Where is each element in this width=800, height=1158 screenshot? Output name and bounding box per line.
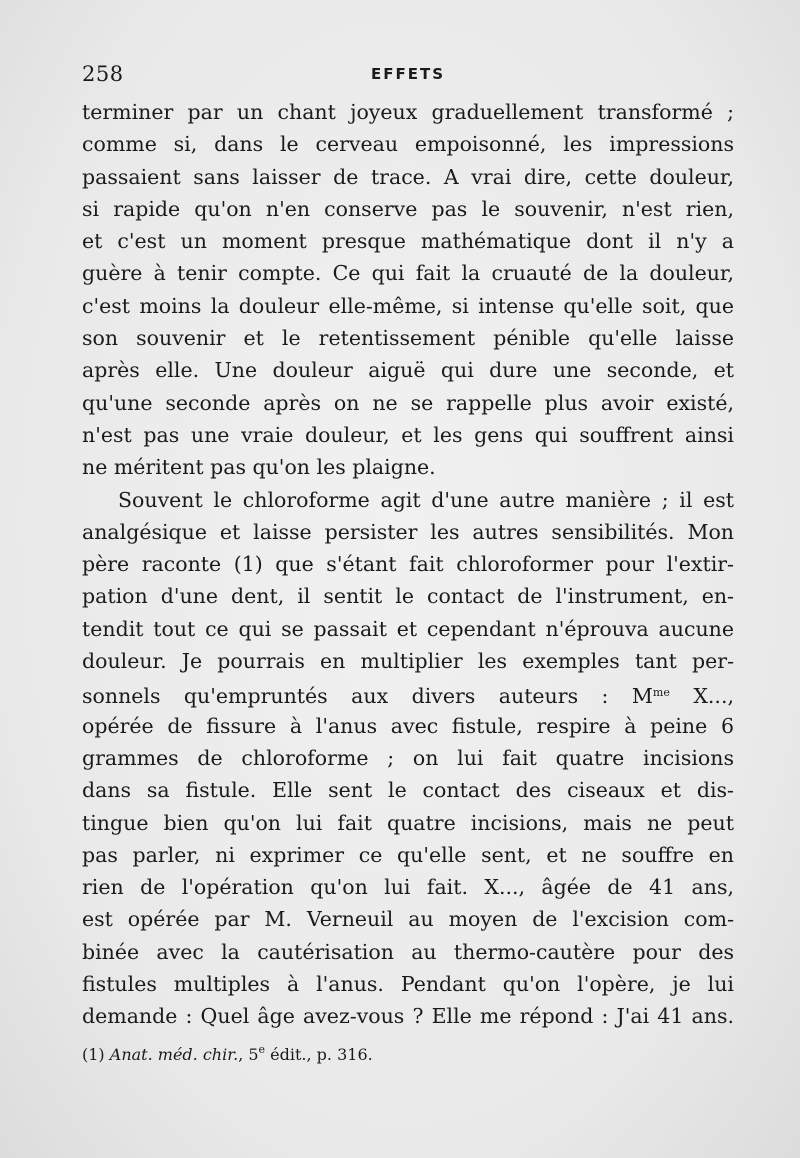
footnote-page-ref: édit., p. 316. [265,1045,373,1064]
text-line: comme si, dans le cerveau empoisonné, les impressions [82,132,734,157]
text-line: après elle. Une douleur aiguë qui dure une seconde, et [82,358,734,383]
text-line: Souvent le chloroforme agit d'une autre manière ; il est [118,487,734,512]
text-line: son souvenir et le retentissement pénible qu'elle laisse [82,326,734,351]
footnote-edition: , 5 [238,1045,259,1064]
text-line: pation d'une dent, il sentit le contact de l'instrument, en- [82,584,734,609]
text-line: binée avec la cautérisation au thermo-cautère pour des [82,939,734,964]
text-line: douleur. Je pourrais en multiplier les exemples tant per- [82,649,734,674]
paragraph-1 [82,96,734,484]
superscript: me [652,686,670,700]
text-line: fistules multiples à l'anus. Pendant qu'on l'opère, je lui [82,972,734,997]
text-line [82,677,734,709]
running-head [82,62,734,90]
text-line: est opérée par M. Verneuil au moyen de l'excision com- [82,907,734,932]
running-title: EFFETS [370,65,446,83]
text-line: n'est pas une vraie douleur, et les gens qui souffrent ainsi [82,422,734,447]
text-line: rien de l'opération qu'on lui fait. X..., âgée de 41 ans, [82,875,734,900]
text-line: demande : Quel âge avez-vous ? Elle me répond : J'ai 41 ans. [82,1004,734,1029]
text-fragment: sonnels qu'empruntés aux divers auteurs : M [82,684,653,709]
text-line: passaient sans laisser de trace. A vrai dire, cette douleur, [82,164,734,189]
text-line: dans sa fistule. Elle sent le contact des ciseaux et dis- [82,778,734,803]
text-line: opérée de fissure à l'anus avec fistule, respire à peine 6 [82,713,734,738]
text-line: grammes de chloroforme ; on lui fait quatre incisions [82,745,734,770]
text-line: tingue bien qu'on lui fait quatre incisions, mais ne peut [82,810,734,835]
paragraph-2 [82,484,734,1033]
superscript: e [258,1043,266,1056]
text-line: c'est moins la douleur elle-même, si intense qu'elle soit, que [82,293,734,318]
text-line: tendit tout ce qui se passait et cependant n'éprouva aucune [82,616,734,641]
text-line: ne méritent pas qu'on les plaigne. [82,455,436,480]
footnote-book-title: Anat. méd. chir. [109,1045,239,1064]
text-line: terminer par un chant joyeux graduellement transformé ; [82,100,734,124]
footnote [82,1043,373,1064]
footnote-marker: (1) [82,1045,105,1064]
text-line: et c'est un moment presque mathématique dont il n'y a [82,229,734,254]
text-line: analgésique et laisse persister les autres sensibilités. Mon [82,519,734,544]
text-fragment: X..., [669,684,734,709]
page-number: 258 [82,62,124,86]
text-line: qu'une seconde après on ne se rappelle plus avoir existé, [82,390,734,415]
text-line: père raconte (1) que s'étant fait chloroformer pour l'extir- [82,552,734,577]
text-line: guère à tenir compte. Ce qui fait la cruauté de la douleur, [82,261,734,286]
body-text [82,96,734,1033]
text-line: si rapide qu'on n'en conserve pas le souvenir, n'est rien, [82,196,734,221]
text-line: pas parler, ni exprimer ce qu'elle sent, et ne souffre en [82,842,734,867]
